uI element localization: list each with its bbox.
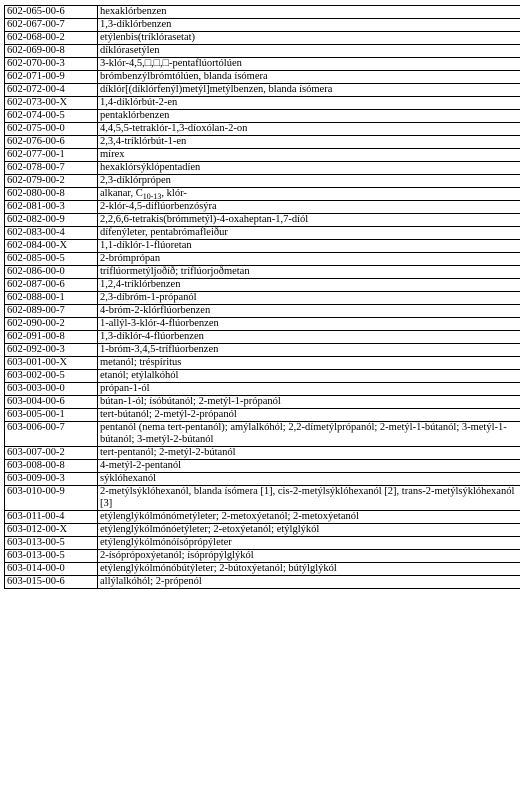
table-row	[5, 563, 520, 576]
table-row	[5, 45, 520, 58]
index-number-cell: 602-089-00-7	[5, 305, 98, 318]
table-row	[5, 266, 520, 279]
index-number-cell: 603-006-00-7	[5, 422, 98, 447]
substance-name-cell: 1-bróm-3,4,5-tríflúorbenzen	[98, 344, 520, 357]
substance-name-cell: etýlenglýkólmónóbútýleter; 2-bútoxýetanól; bútýlglýkól	[98, 563, 520, 576]
table-row	[5, 97, 520, 110]
substance-name-cell: hexaklórbenzen	[98, 6, 520, 19]
table-row	[5, 71, 520, 84]
table-row	[5, 447, 520, 460]
table-row	[5, 460, 520, 473]
index-number-cell: 602-090-00-2	[5, 318, 98, 331]
index-number-cell: 603-001-00-X	[5, 357, 98, 370]
substance-name-cell: 1-allýl-3-klór-4-flúorbenzen	[98, 318, 520, 331]
index-number-cell: 602-075-00-0	[5, 123, 98, 136]
index-number-cell: 602-088-00-1	[5, 292, 98, 305]
index-number-cell: 603-014-00-0	[5, 563, 98, 576]
table-row	[5, 110, 520, 123]
index-number-cell: 602-070-00-3	[5, 58, 98, 71]
table-row	[5, 123, 520, 136]
index-number-cell: 602-068-00-2	[5, 32, 98, 45]
index-number-cell: 602-078-00-7	[5, 162, 98, 175]
table-row	[5, 486, 520, 511]
index-number-cell: 602-087-00-6	[5, 279, 98, 292]
index-number-cell: 603-013-00-5	[5, 537, 98, 550]
index-number-cell: 602-074-00-5	[5, 110, 98, 123]
table-row	[5, 357, 520, 370]
index-number-cell: 602-091-00-8	[5, 331, 98, 344]
substance-table	[4, 5, 520, 589]
table-row	[5, 292, 520, 305]
table-row	[5, 383, 520, 396]
index-number-cell: 603-013-00-5	[5, 550, 98, 563]
table-row	[5, 524, 520, 537]
substance-name-cell: própan-1-ól	[98, 383, 520, 396]
table-row	[5, 201, 520, 214]
index-number-cell: 602-065-00-6	[5, 6, 98, 19]
table-row	[5, 136, 520, 149]
document-page	[4, 5, 520, 589]
table-row	[5, 240, 520, 253]
index-number-cell: 603-012-00-X	[5, 524, 98, 537]
table-row	[5, 32, 520, 45]
index-number-cell: 603-015-00-6	[5, 576, 98, 589]
table-row	[5, 253, 520, 266]
table-row	[5, 318, 520, 331]
substance-name-cell: 2-klór-4,5-díflúorbenzósýra	[98, 201, 520, 214]
table-row	[5, 162, 520, 175]
substance-name-cell: bútan-1-ól; ísóbútanól; 2-metýl-1-própanól	[98, 396, 520, 409]
substance-name-cell: etýlenglýkólmónóísóprópýleter	[98, 537, 520, 550]
substance-name-cell: 2-brómprópan	[98, 253, 520, 266]
index-number-cell: 603-011-00-4	[5, 511, 98, 524]
table-row	[5, 409, 520, 422]
substance-name-cell: díklórasetýlen	[98, 45, 520, 58]
table-row	[5, 175, 520, 188]
substance-name-cell: etýlenglýkólmónóetýleter; 2-etoxýetanól; etýlglýkól	[98, 524, 520, 537]
substance-name-cell: pentanól (nema tert-pentanól); amýlalkóhól; 2,2-dímetýlprópanól; 2-metýl-1-bútanól; 3-metýl-1-bútanól; 3-metýl-2-bútanól	[98, 422, 520, 447]
index-number-cell: 602-067-00-7	[5, 19, 98, 32]
table-row	[5, 227, 520, 240]
table-row	[5, 149, 520, 162]
table-row	[5, 344, 520, 357]
substance-name-cell: 2-ísóprópoxýetanól; ísóprópýlglýkól	[98, 550, 520, 563]
substance-name-cell: sýklóhexanól	[98, 473, 520, 486]
index-number-cell: 603-005-00-1	[5, 409, 98, 422]
substance-name-cell: dífenýleter, pentabrómafleiður	[98, 227, 520, 240]
substance-name-cell: 4-bróm-2-klórflúorbenzen	[98, 305, 520, 318]
table-row	[5, 188, 520, 201]
substance-name-cell: 4-metýl-2-pentanól	[98, 460, 520, 473]
index-number-cell: 602-077-00-1	[5, 149, 98, 162]
substance-name-cell: 1,1-díklór-1-flúoretan	[98, 240, 520, 253]
substance-name-cell: 4,4,5,5-tetraklór-1,3-díoxólan-2-on	[98, 123, 520, 136]
index-number-cell: 602-069-00-8	[5, 45, 98, 58]
table-row	[5, 331, 520, 344]
substance-name-cell: 1,2,4-tríklórbenzen	[98, 279, 520, 292]
index-number-cell: 602-073-00-X	[5, 97, 98, 110]
index-number-cell: 602-082-00-9	[5, 214, 98, 227]
substance-name-cell: mírex	[98, 149, 520, 162]
index-number-cell: 602-084-00-X	[5, 240, 98, 253]
substance-name-cell: pentaklórbenzen	[98, 110, 520, 123]
index-number-cell: 603-003-00-0	[5, 383, 98, 396]
substance-name-cell: hexaklórsýklópentadíen	[98, 162, 520, 175]
table-row	[5, 473, 520, 486]
substance-name-cell: 1,3-díklór-4-flúorbenzen	[98, 331, 520, 344]
substance-name-cell: díklór[(díklórfenýl)metýl]metýlbenzen, blanda ísómera	[98, 84, 520, 97]
table-row	[5, 511, 520, 524]
table-row	[5, 214, 520, 227]
substance-name-cell: 2,3-díklórprópen	[98, 175, 520, 188]
substance-name-cell: brómbenzýlbrómtólúen, blanda ísómera	[98, 71, 520, 84]
substance-name-cell: 2-metýlsýklóhexanól, blanda ísómera [1], cis-2-metýlsýklóhexanól [2], trans-2-metýlsýklóhexanól [3]	[98, 486, 520, 511]
index-number-cell: 602-071-00-9	[5, 71, 98, 84]
table-row	[5, 6, 520, 19]
table-row	[5, 576, 520, 589]
substance-name-cell: alkanar, $C_{10-13}$, klór-	[98, 188, 520, 201]
index-number-cell: 602-092-00-3	[5, 344, 98, 357]
substance-name-cell: 1,3-díklórbenzen	[98, 19, 520, 32]
index-number-cell: 603-007-00-2	[5, 447, 98, 460]
index-number-cell: 603-004-00-6	[5, 396, 98, 409]
table-row	[5, 19, 520, 32]
substance-name-cell: 2,3,4-tríklórbút-1-en	[98, 136, 520, 149]
substance-name-cell: etanól; etýlalkóhól	[98, 370, 520, 383]
substance-name-cell: tert-pentanól; 2-metýl-2-bútanól	[98, 447, 520, 460]
table-row	[5, 84, 520, 97]
substance-name-cell: tríflúormetýljoðíð; tríflúorjoðmetan	[98, 266, 520, 279]
index-number-cell: 602-083-00-4	[5, 227, 98, 240]
substance-name-cell: 3-klór-4,5,□,□,□-pentaflúortólúen	[98, 58, 520, 71]
table-row	[5, 396, 520, 409]
substance-table-body	[5, 6, 520, 589]
index-number-cell: 602-081-00-3	[5, 201, 98, 214]
substance-name-cell: 1,4-díklórbút-2-en	[98, 97, 520, 110]
table-row	[5, 58, 520, 71]
index-number-cell: 602-076-00-6	[5, 136, 98, 149]
index-number-cell: 603-010-00-9	[5, 486, 98, 511]
substance-name-cell: etýlenglýkólmónómetýleter; 2-metoxýetanól; 2-metoxýetanól	[98, 511, 520, 524]
index-number-cell: 603-009-00-3	[5, 473, 98, 486]
substance-name-cell: tert-bútanól; 2-metýl-2-própanól	[98, 409, 520, 422]
index-number-cell: 602-079-00-2	[5, 175, 98, 188]
substance-name-cell: 2,2,6,6-tetrakis(brómmetýl)-4-oxaheptan-1,7-díól	[98, 214, 520, 227]
table-row	[5, 537, 520, 550]
index-number-cell: 602-085-00-5	[5, 253, 98, 266]
index-number-cell: 603-008-00-8	[5, 460, 98, 473]
table-row	[5, 550, 520, 563]
index-number-cell: 602-072-00-4	[5, 84, 98, 97]
table-row	[5, 279, 520, 292]
table-row	[5, 305, 520, 318]
table-row	[5, 370, 520, 383]
index-number-cell: 602-080-00-8	[5, 188, 98, 201]
substance-name-cell: 2,3-díbróm-1-própanól	[98, 292, 520, 305]
substance-name-cell: etýlenbis(tríklórasetat)	[98, 32, 520, 45]
substance-name-cell: allýlalkóhól; 2-própenól	[98, 576, 520, 589]
index-number-cell: 602-086-00-0	[5, 266, 98, 279]
substance-name-cell: metanól; tréspíritus	[98, 357, 520, 370]
table-row	[5, 422, 520, 447]
index-number-cell: 603-002-00-5	[5, 370, 98, 383]
